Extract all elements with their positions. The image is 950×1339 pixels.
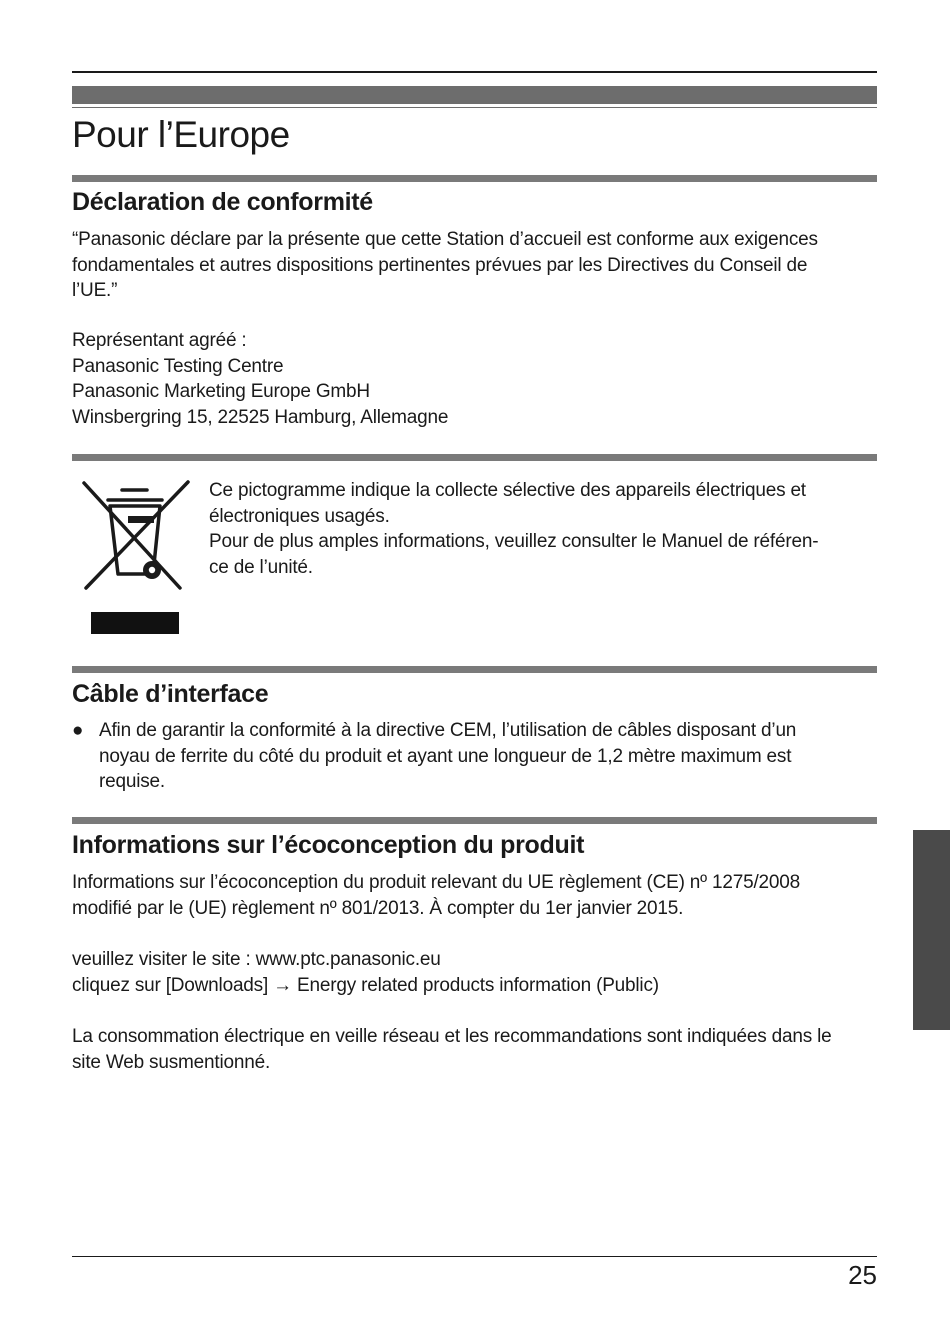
bullet-icon: ● — [72, 720, 84, 741]
section-divider — [72, 454, 877, 461]
text-line: Représentant agréé : — [72, 330, 247, 351]
footer-rule — [72, 1256, 877, 1257]
ecodesign-consumption — [72, 1024, 877, 1075]
text-line: l’UE.” — [72, 280, 118, 302]
text-line: “Panasonic déclare par la présente que cette Station d’accueil est conforme aux exigences — [72, 229, 818, 250]
text-line: Afin de garantir la conformité à la directive CEM, l’utilisation de câbles disposant d’un — [99, 720, 797, 741]
text-line: fondamentales et autres dispositions pertinentes prévues par les Directives du Conseil de — [72, 254, 808, 276]
text-line: noyau de ferrite du côté du produit et ayant une longueur de 1,2 mètre maximum est — [99, 745, 792, 767]
ecodesign-intro — [72, 870, 877, 921]
text-line: veuillez visiter le site : www.ptc.panasonic.eu — [72, 949, 441, 970]
weee-description — [209, 478, 869, 580]
cable-heading: Câble d’interface — [72, 680, 269, 708]
side-tab — [913, 830, 950, 1030]
solid-bar-icon — [91, 612, 179, 634]
text-line: Informations sur l’écoconception du produit relevant du UE règlement (CE) nº 1275/2008 — [72, 872, 800, 893]
section-divider — [72, 817, 877, 824]
representative-block — [72, 328, 877, 430]
text-line: Panasonic Testing Centre — [72, 355, 284, 377]
crossed-out-wheelie-bin-icon — [80, 478, 192, 638]
text-line: Pour de plus amples informations, veuillez consulter le Manuel de référen- — [209, 531, 819, 553]
header-bar — [72, 86, 877, 104]
header-thin-rule — [72, 107, 877, 108]
text-line: Panasonic Marketing Europe GmbH — [72, 381, 370, 403]
text-line: Winsbergring 15, 22525 Hamburg, Allemagne — [72, 406, 449, 428]
text-line: requise. — [99, 771, 165, 793]
text-line: ce de l’unité. — [209, 556, 313, 578]
declaration-statement — [72, 227, 877, 304]
ecodesign-heading: Informations sur l’écoconception du produit — [72, 831, 585, 859]
text-line: site Web susmentionné. — [72, 1051, 271, 1073]
top-rule — [72, 71, 877, 73]
page-number: 25 — [848, 1260, 877, 1290]
text-line: modifié par le (UE) règlement nº 801/2013. À compter du 1er janvier 2015. — [72, 897, 684, 919]
text-line: La consommation électrique en veille réseau et les recommandations sont indiquées dans le — [72, 1026, 832, 1047]
declaration-heading: Déclaration de conformité — [72, 188, 373, 216]
text-line: Ce pictogramme indique la collecte sélective des appareils électriques et — [209, 480, 806, 501]
section-divider — [72, 666, 877, 673]
ecodesign-visit — [72, 947, 877, 998]
section-divider — [72, 175, 877, 182]
text-line: électroniques usagés. — [209, 505, 390, 527]
page-title: Pour l’Europe — [72, 114, 290, 155]
text-line: cliquez sur [Downloads] → Energy related products information (Public) — [72, 974, 659, 996]
cable-bullet-text — [99, 718, 796, 795]
